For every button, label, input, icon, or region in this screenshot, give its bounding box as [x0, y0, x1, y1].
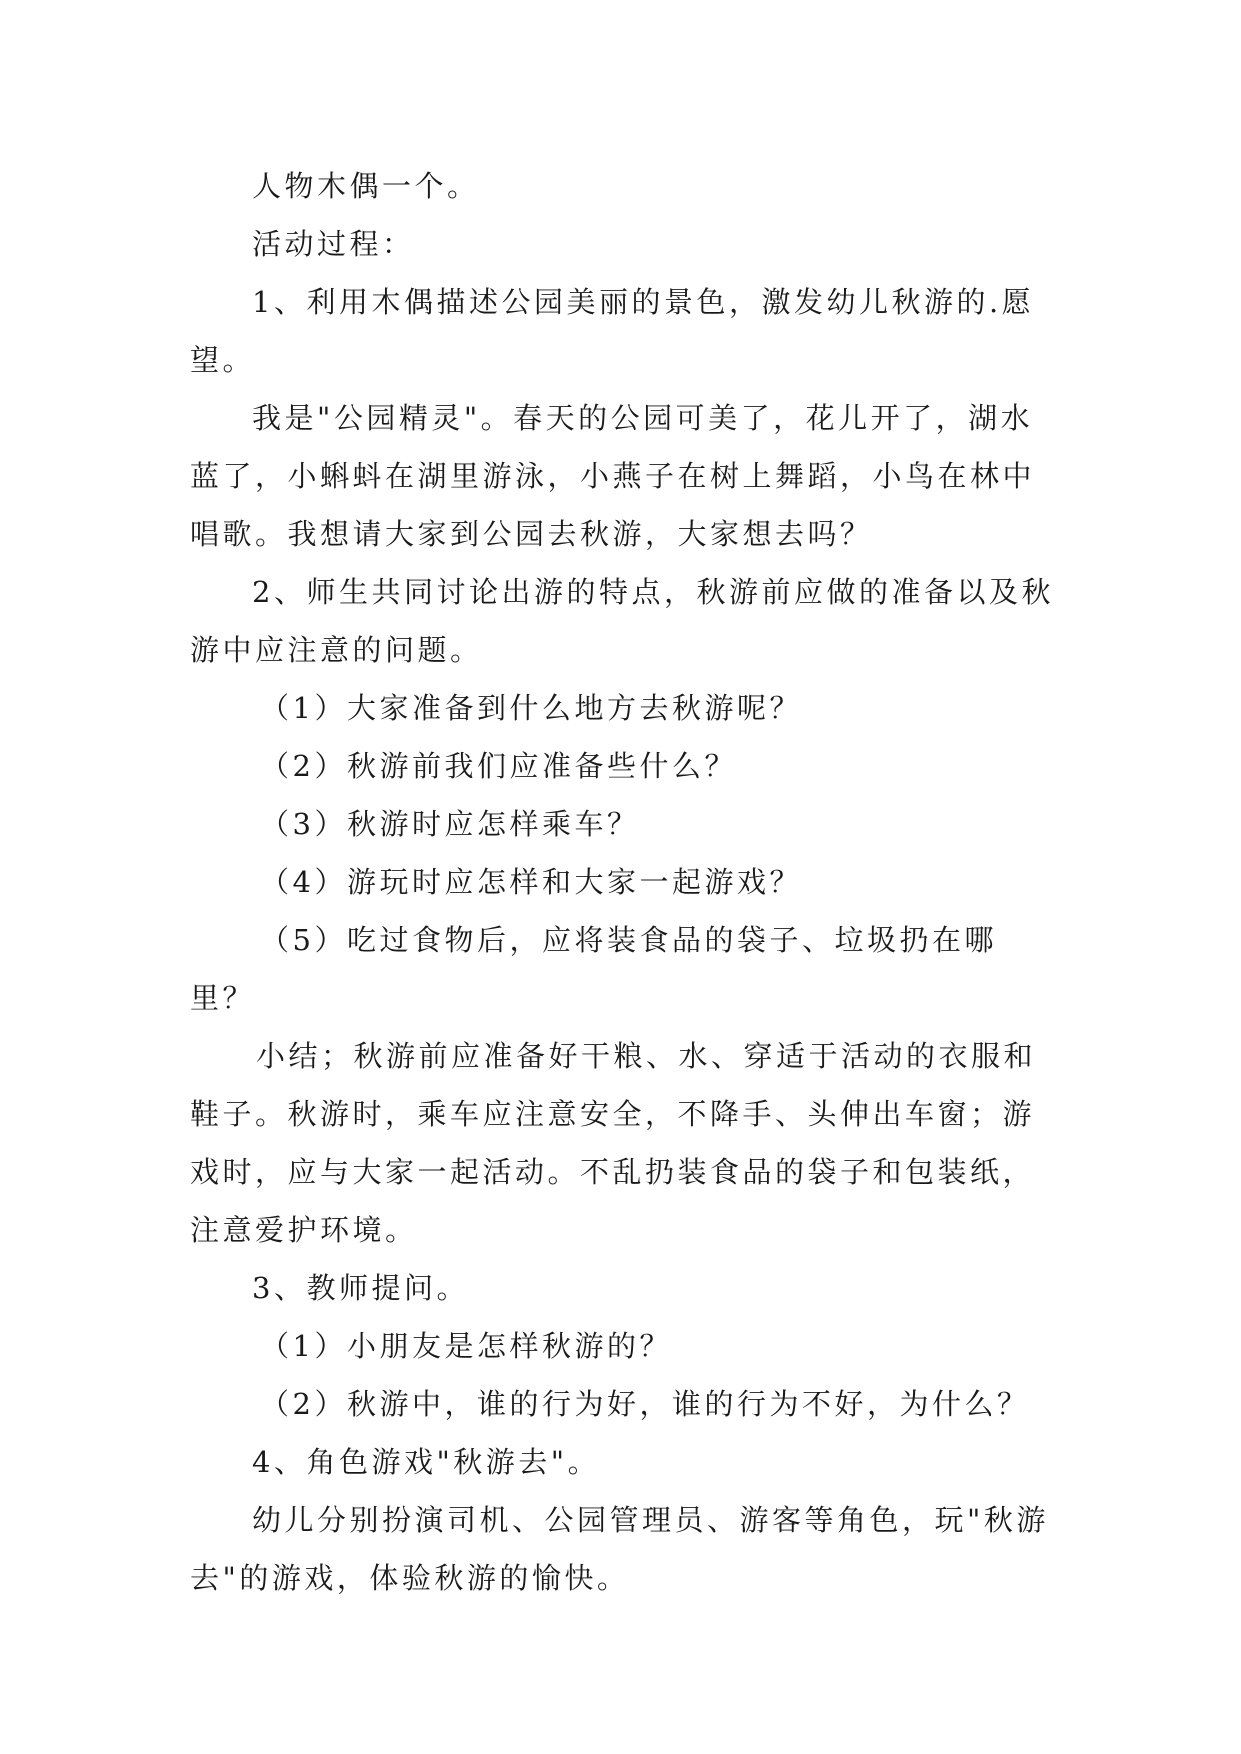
question-item-4: （4）游玩时应怎样和大家一起游戏？ — [260, 865, 802, 899]
paragraph-summary: 小结；秋游前应准备好干粮、水、穿适于活动的衣服和鞋子。秋游时，乘车应注意安全，不降手、头伸出车窗；游戏时，应与大家一起活动。不乱扔装食品的袋子和包装纸，注意爱护环境。 — [190, 1039, 1037, 1247]
paragraph-materials: 人物木偶一个。 — [252, 169, 480, 203]
question-item-2: （2）秋游前我们应准备些什么？ — [260, 749, 737, 783]
paragraph-step-1: 1、利用木偶描述公园美丽的景色，激发幼儿秋游的.愿望。 — [190, 285, 1035, 377]
paragraph-step-4: 4、角色游戏"秋游去"。 — [252, 1445, 601, 1479]
paragraph-park-spirit: 我是"公园精灵"。春天的公园可美了，花儿开了，湖水蓝了，小蝌蚪在湖里游泳，小燕子在树上舞蹈，小鸟在林中唱歌。我想请大家到公园去秋游，大家想去吗？ — [190, 401, 1036, 551]
teacher-question-1: （1）小朋友是怎样秋游的？ — [260, 1329, 672, 1363]
document-body — [190, 157, 1060, 1607]
paragraph-step-2: 2、师生共同讨论出游的特点，秋游前应做的准备以及秋游中应注意的问题。 — [190, 575, 1054, 667]
paragraph-role-play: 幼儿分别扮演司机、公园管理员、游客等角色，玩"秋游去"的游戏，体验秋游的愉快。 — [190, 1503, 1049, 1595]
paragraph-activity-heading: 活动过程： — [252, 227, 415, 261]
teacher-question-2: （2）秋游中，谁的行为好，谁的行为不好，为什么？ — [260, 1387, 1030, 1421]
question-item-1: （1）大家准备到什么地方去秋游呢？ — [260, 691, 802, 725]
paragraph-step-3: 3、教师提问。 — [252, 1271, 469, 1305]
question-item-3: （3）秋游时应怎样乘车？ — [260, 807, 640, 841]
question-item-5: （5）吃过食物后，应将装食品的袋子、垃圾扔在哪里？ — [190, 923, 997, 1015]
